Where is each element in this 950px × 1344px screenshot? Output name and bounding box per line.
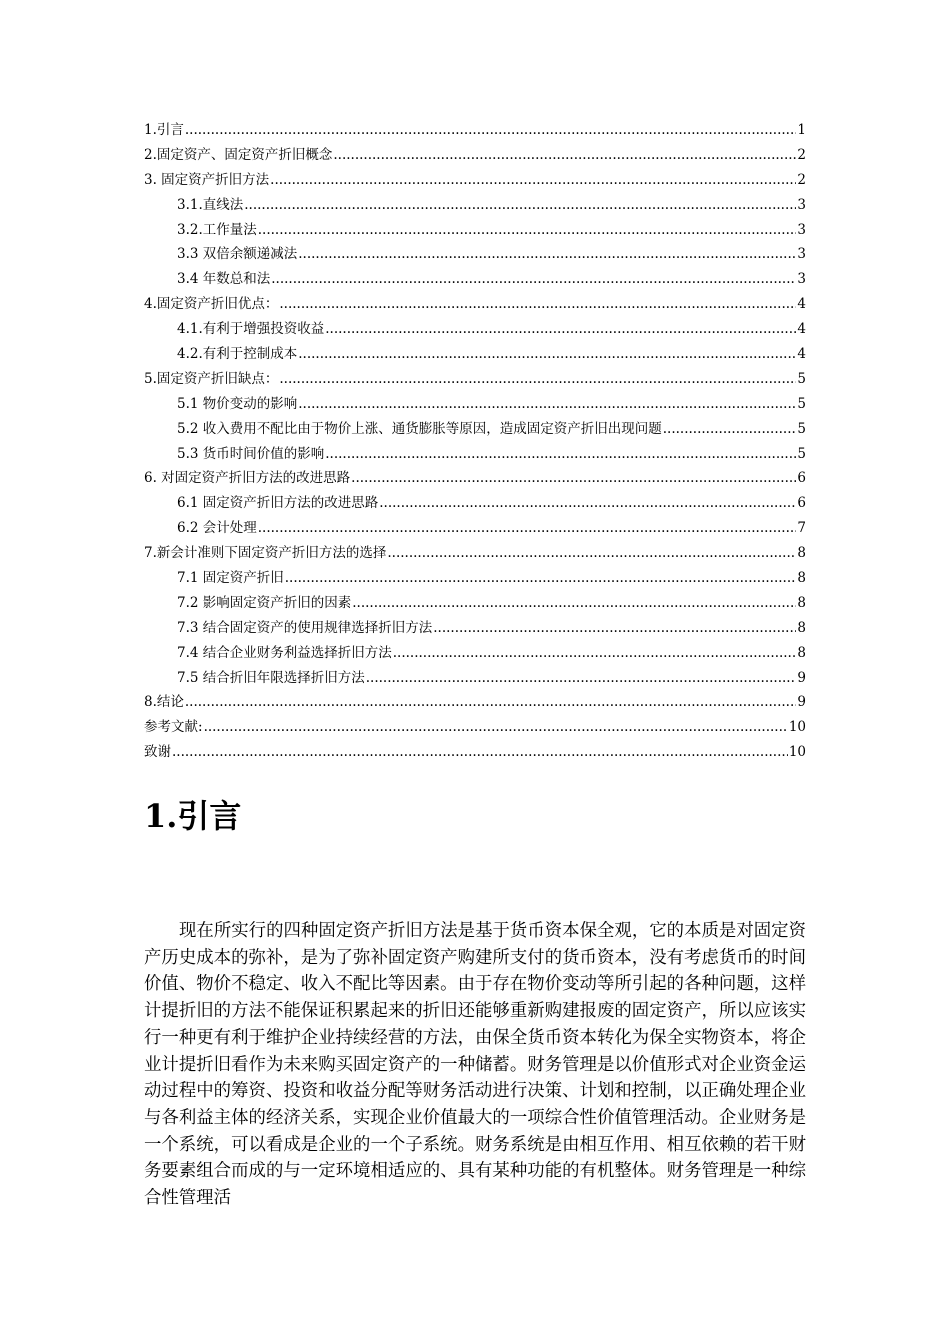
toc-entry-page: 8 (797, 619, 806, 636)
toc-dot-leader (333, 143, 796, 168)
toc-entry-title: 1.引言 (144, 122, 184, 138)
toc-entry[interactable] (144, 466, 806, 491)
toc-entry-title: 4.固定资产折旧优点： (144, 296, 279, 313)
toc-dot-leader (298, 342, 796, 367)
toc-entry-page: 3 (797, 271, 806, 288)
toc-entry-page: 3 (797, 246, 806, 263)
toc-entry-page: 4 (797, 346, 806, 363)
toc-entry-title: 8.结论 (144, 694, 184, 711)
toc-entry-page: 8 (797, 644, 806, 661)
toc-entry[interactable] (144, 118, 806, 143)
toc-entry-page: 5 (797, 420, 806, 437)
toc-entry-title: 7.3 结合固定资产的使用规律选择折旧方法 (177, 619, 433, 636)
toc-entry-page: 8 (797, 594, 806, 611)
toc-dot-leader (325, 442, 796, 467)
toc-entry-title: 4.2.有利于控制成本 (177, 346, 298, 363)
toc-entry[interactable] (144, 566, 806, 591)
toc-entry[interactable] (144, 342, 806, 367)
toc-entry[interactable] (144, 218, 806, 243)
toc-dot-leader (185, 118, 797, 143)
toc-dot-leader (433, 616, 796, 641)
toc-dot-leader (258, 218, 797, 243)
toc-entry-page: 3 (797, 196, 806, 213)
body-paragraph: 现在所实行的四种固定资产折旧方法是基于货币资本保全观，它的本质是对固定资产历史成本的弥补，是为了弥补固定资产购建所支付的货币资本，没有考虑货币的时间价值、物价不稳定、收入不配比等因素。由于存在物价变动等所引起的各种问题，这样计提折旧的方法不能保证积累起来的折旧还能够重新购建报废的固定资产，所以应该实行一种更有利于维护企业持续经营的方法，由保全货币资本转化为保全实物资本，将企业计提折旧看作为未来购买固定资产的一种储蓄。财务管理是以价值形式对企业资金运动过程中的筹资、投资和收益分配等财务活动进行决策、计划和控制，以正确处理企业与各利益主体的经济关系，实现企业价值最大的一项综合性价值管理活动。企业财务是一个系统，可以看成是企业的一个子系统。财务系统是由相互作用、相互依赖的若干财务要素组合而成的与一定环境相适应的、具有某种功能的有机整体。财务管理是一种综合性管理活 (144, 921, 806, 1209)
toc-entry-title: 3. 固定资产折旧方法 (144, 171, 270, 188)
toc-dot-leader (298, 242, 796, 267)
toc-entry[interactable] (144, 666, 806, 691)
toc-entry-page: 9 (797, 669, 806, 686)
toc-dot-leader (352, 591, 796, 616)
toc-entry[interactable] (144, 317, 806, 342)
toc-entry-page: 2 (797, 146, 806, 163)
toc-dot-leader (270, 168, 796, 193)
toc-dot-leader (279, 292, 796, 317)
toc-entry[interactable] (144, 715, 806, 740)
toc-entry[interactable] (144, 740, 806, 765)
toc-entry-title: 3.4 年数总和法 (177, 271, 271, 288)
toc-entry-page: 8 (797, 570, 806, 587)
toc-entry-page: 5 (797, 395, 806, 412)
toc-entry[interactable] (144, 516, 806, 541)
toc-dot-leader (271, 267, 796, 292)
toc-dot-leader (279, 367, 796, 392)
toc-entry-page: 4 (797, 296, 806, 313)
toc-entry[interactable] (144, 242, 806, 267)
toc-dot-leader (387, 541, 796, 566)
toc-entry[interactable] (144, 292, 806, 317)
toc-entry-title: 3.2.工作量法 (177, 221, 257, 238)
toc-dot-leader (204, 715, 788, 740)
toc-entry-title: 3.1.直线法 (177, 196, 244, 213)
toc-entry-page: 10 (788, 719, 806, 736)
toc-entry-page: 7 (797, 520, 806, 537)
toc-dot-leader (285, 566, 797, 591)
toc-entry-title: 5.3 货币时间价值的影响 (177, 445, 325, 462)
table-of-contents (144, 118, 806, 765)
toc-entry[interactable] (144, 641, 806, 666)
toc-entry-page: 9 (797, 694, 806, 711)
toc-entry-title: 6.2 会计处理 (177, 520, 257, 537)
toc-entry-page: 6 (797, 470, 806, 487)
toc-dot-leader (298, 392, 796, 417)
toc-entry[interactable] (144, 367, 806, 392)
toc-entry-title: 3.3 双倍余额递减法 (177, 246, 298, 263)
toc-dot-leader (351, 466, 796, 491)
toc-entry-title: 7.新会计准则下固定资产折旧方法的选择 (144, 545, 387, 562)
toc-entry-page: 4 (797, 321, 806, 338)
toc-dot-leader (325, 317, 796, 342)
toc-dot-leader (172, 740, 788, 765)
toc-entry[interactable] (144, 616, 806, 641)
toc-entry[interactable] (144, 417, 806, 442)
toc-entry[interactable] (144, 392, 806, 417)
section-heading: 1.引言 (144, 797, 242, 835)
toc-entry[interactable] (144, 193, 806, 218)
toc-entry-title: 2.固定资产、固定资产折旧概念 (144, 146, 333, 163)
toc-dot-leader (379, 491, 796, 516)
toc-entry-page: 10 (788, 744, 806, 761)
toc-entry[interactable] (144, 491, 806, 516)
toc-entry-title: 7.2 影响固定资产折旧的因素 (177, 594, 352, 611)
toc-dot-leader (366, 666, 797, 691)
toc-entry-page: 5 (797, 370, 806, 387)
toc-entry-title: 致谢 (144, 744, 171, 761)
toc-entry-title: 5.固定资产折旧缺点： (144, 370, 279, 387)
toc-entry[interactable] (144, 168, 806, 193)
toc-entry-title: 6. 对固定资产折旧方法的改进思路 (144, 470, 351, 487)
toc-entry-page: 6 (797, 495, 806, 512)
toc-entry-page: 5 (797, 445, 806, 462)
toc-entry-page: 3 (797, 221, 806, 238)
toc-entry-title: 7.5 结合折旧年限选择折旧方法 (177, 669, 365, 686)
toc-entry-page: 2 (797, 171, 806, 188)
toc-dot-leader (663, 417, 797, 442)
toc-entry-title: 7.1 固定资产折旧 (177, 570, 284, 587)
toc-entry[interactable] (144, 591, 806, 616)
toc-entry-title: 6.1 固定资产折旧方法的改进思路 (177, 495, 379, 512)
toc-dot-leader (258, 516, 797, 541)
toc-entry[interactable] (144, 143, 806, 168)
toc-entry-title: 4.1.有利于增强投资收益 (177, 321, 325, 338)
toc-entry-title: 5.1 物价变动的影响 (177, 395, 298, 412)
toc-entry[interactable] (144, 690, 806, 715)
toc-entry[interactable] (144, 267, 806, 292)
toc-dot-leader (393, 641, 797, 666)
toc-entry-page: 8 (797, 545, 806, 562)
toc-entry-title: 7.4 结合企业财务利益选择折旧方法 (177, 644, 392, 661)
toc-dot-leader (244, 193, 796, 218)
toc-entry-title: 参考文献: (144, 719, 203, 736)
toc-entry-page: 1 (797, 122, 806, 138)
toc-entry-title: 5.2 收入费用不配比由于物价上涨、通货膨胀等原因，造成固定资产折旧出现问题 (177, 420, 662, 437)
toc-entry[interactable] (144, 442, 806, 467)
toc-dot-leader (185, 690, 797, 715)
toc-entry[interactable] (144, 541, 806, 566)
